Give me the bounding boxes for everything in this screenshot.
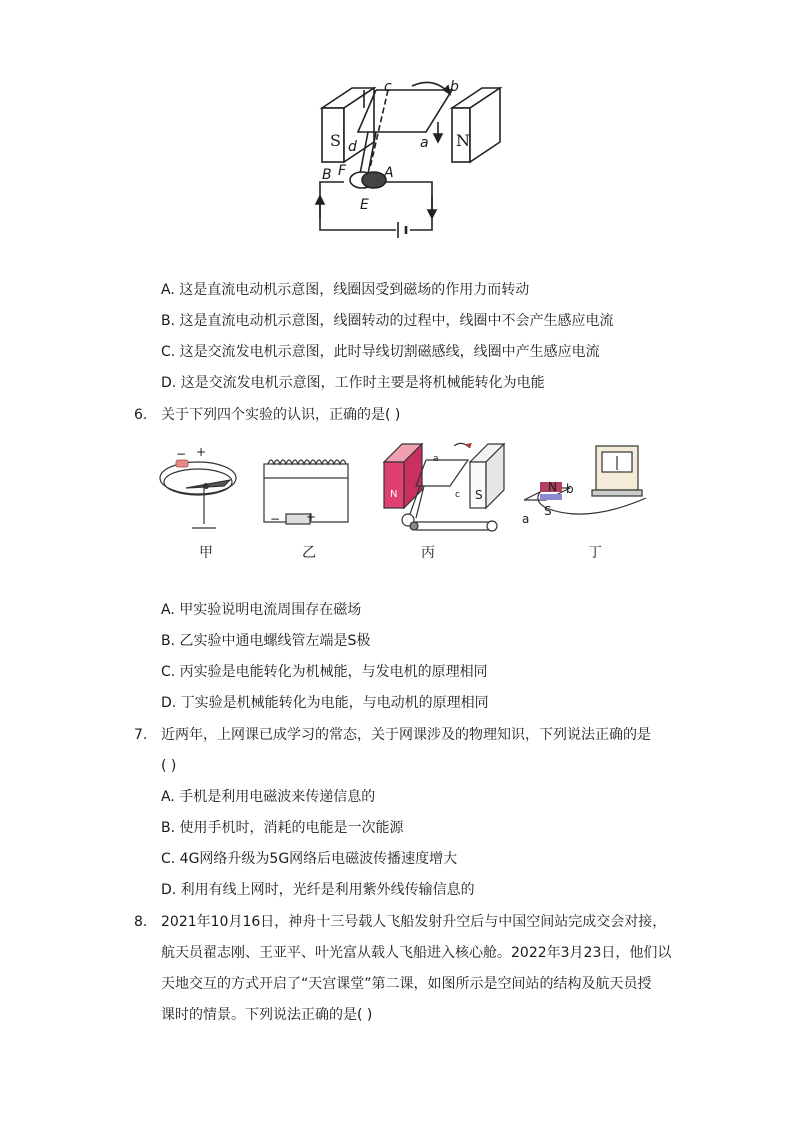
q8-stem-line1: 2021年10月16日，神舟十三号载人飞船发射升空后与中国空间站完成交会对接， — [161, 914, 667, 930]
figure-label-yi: 乙 — [302, 545, 316, 561]
figure-label-ding: 丁 — [588, 545, 602, 561]
q7-option-d: D. 利用有线上网时，光纤是利用紫外线传输信息的 — [161, 882, 475, 898]
q6-option-c: C. 丙实验是电能转化为机械能，与发电机的原理相同 — [161, 664, 488, 680]
q6-stem: 关于下列四个实验的认识，正确的是( ) — [161, 407, 401, 423]
q5-option-a: A. 这是直流电动机示意图，线圈因受到磁场的作用力而转动 — [161, 282, 530, 298]
brush-f-label: F — [338, 163, 347, 179]
q5-option-d: D. 这是交流发电机示意图，工作时主要是将机械能转化为电能 — [161, 375, 545, 391]
coil-c-label: c — [384, 79, 392, 95]
figure-bing-a-label: a — [433, 454, 439, 464]
figure-bing-s-label: S — [475, 488, 483, 502]
q5-option-b: B. 这是直流电动机示意图，线圈转动的过程中，线圈中不会产生感应电流 — [161, 313, 614, 329]
q8-number: 8. — [134, 914, 148, 930]
figure-jia-minus: − — [176, 447, 187, 461]
brush-b-label: B — [322, 167, 332, 183]
q7-option-c: C. 4G网络升级为5G网络后电磁波传播速度增大 — [161, 851, 458, 867]
brush-e-label: E — [360, 197, 369, 213]
figure-bing-c-label: c — [455, 490, 460, 500]
figure-yi-plus: + — [306, 510, 317, 524]
figure-jia-plus: + — [196, 445, 207, 459]
q8-stem-line2: 航天员翟志刚、王亚平、叶光富从载人飞船进入核心舱。2022年3月23日，他们以 — [161, 945, 672, 961]
figure-ding-b-label: b — [566, 482, 574, 496]
q7-stem-line2: ( ) — [161, 758, 177, 774]
q7-stem-line1: 近两年，上网课已成学习的常态，关于网课涉及的物理知识，下列说法正确的是 — [161, 727, 651, 743]
magnet-n-label: N — [456, 131, 470, 150]
q5-option-c: C. 这是交流发电机示意图，此时导线切割磁感线，线圈中产生感应电流 — [161, 344, 600, 360]
brush-a-label: A — [384, 165, 394, 181]
figure-bing — [380, 440, 510, 536]
q6-number: 6. — [134, 407, 148, 423]
figure-label-jia: 甲 — [199, 545, 213, 561]
figure-label-bing: 丙 — [421, 545, 435, 561]
q7-number: 7. — [134, 727, 148, 743]
figure-ding-a-label: a — [522, 512, 530, 526]
figure-ding — [514, 440, 664, 530]
q8-stem-line3: 天地交互的方式开启了“天宫课堂”第二课，如图所示是空间站的结构及航天员授 — [161, 976, 652, 992]
figure-yi-minus: − — [270, 512, 281, 526]
q7-option-a: A. 手机是利用电磁波来传递信息的 — [161, 789, 376, 805]
q7-option-b: B. 使用手机时，消耗的电能是一次能源 — [161, 820, 404, 836]
figure-ding-n-label: N — [548, 480, 557, 494]
figure-bing-n-label: N — [390, 489, 398, 500]
q8-stem-line4: 课时的情景。下列说法正确的是( ) — [161, 1007, 373, 1023]
coil-d-label: d — [348, 139, 357, 155]
magnet-s-label: S — [330, 131, 341, 150]
figure-ding-s-label: S — [544, 504, 552, 518]
q6-option-d: D. 丁实验是机械能转化为电能，与电动机的原理相同 — [161, 695, 489, 711]
coil-a-label: a — [420, 135, 429, 151]
coil-b-label: b — [450, 79, 459, 95]
q6-option-b: B. 乙实验中通电螺线管左端是S极 — [161, 633, 371, 649]
q6-option-a: A. 甲实验说明电流周围存在磁场 — [161, 602, 362, 618]
